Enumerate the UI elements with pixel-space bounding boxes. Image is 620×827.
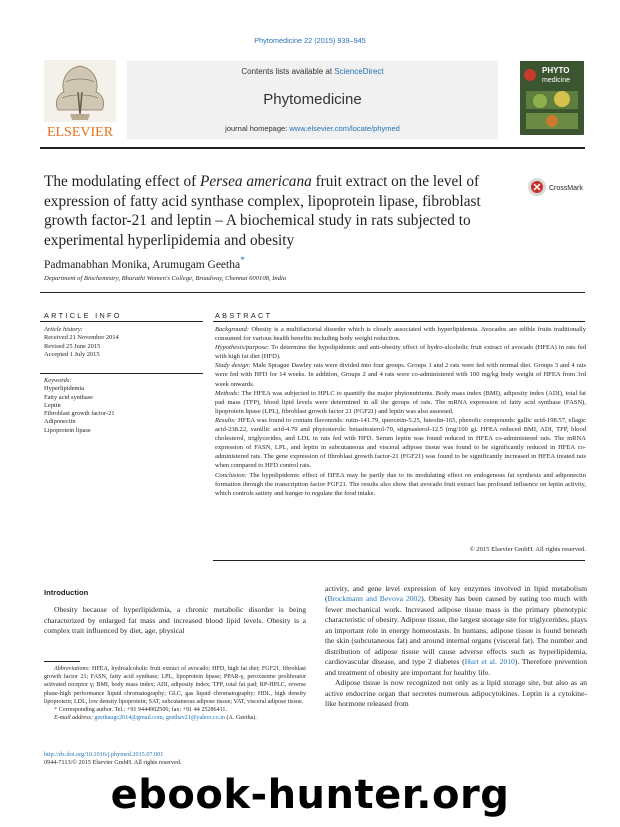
doi-link[interactable]: http://dx.doi.org/10.1016/j.phymed.2015.07.001 (44, 751, 164, 758)
keyword: Lipoprotein lipase (44, 426, 91, 434)
abstract-rule (213, 321, 585, 322)
cover-artwork (520, 61, 584, 135)
keyword: Hyperlipidemia (44, 385, 85, 393)
corresponding-text: Corresponding author. Tel.: +91 9444902506; fax: +91 44 25286411. (58, 707, 228, 714)
abstract-end-rule (213, 560, 585, 561)
history-received: Received 21 November 2014 (44, 334, 119, 342)
cover-title-2: medicine (542, 77, 571, 84)
abstract-text: The HFEA was subjected to HPLC to quantify the major phytonutrients. Body mass index (BMI), adiposity index (ADI), total fat pad mass (TFP), blood lipid levels were determined in all the groups of rats. The mRNA expression of fatty acid synthase (FASN), lipoprotein lipase (LPL), fibroblast growth factor 21 (FGF21) and leptin was also assessed. (215, 389, 586, 415)
abstract-text: Obesity is a multifactorial disorder which is closely associated with hyperlipidemia. Avocados are edible fruits traditionally consumed for various health benefits including body weight reduction. (215, 326, 586, 343)
abstract-label: Hypothesis/purpose: (215, 344, 270, 352)
homepage-prefix: journal homepage: (225, 124, 290, 133)
contents-line (127, 67, 498, 76)
homepage-link[interactable]: www.elsevier.com/locate/phymed (289, 124, 400, 133)
paragraph-text: ). Obesity has been caused by eating too much with fewer mechanical work. Increased adipose tissue mass is the primary phenotypic characteristic of obesity. Adipose tissue, the largest storage site for triglycerides, plays an important role in energy homeostasis. In humans, adipose tissue is found beneath the skin (subcutaneous fat) and around internal organs (visceral fat). The number and distribution of adipose tissue will cause adverse effects such as hyperlipidemia, cardiovascular disease, and type 2 diabetes ( (325, 594, 587, 667)
article-info-rule (40, 321, 203, 322)
homepage-line (127, 124, 498, 133)
keyword: Leptin (44, 401, 61, 409)
header-rule (40, 147, 585, 149)
history-accepted: Accepted 1 July 2015 (44, 350, 100, 358)
abstract-label: Results: (215, 416, 237, 424)
abstract-methods (215, 389, 586, 416)
elsevier-wordmark: ELSEVIER (46, 125, 114, 140)
introduction-paragraph: Adipose tissue is now recognized not only as a lipid storage site, but also as an active endocrine organ that secretes numerous adipocytokines. Leptin is a cytokine-like hormone released from (325, 678, 587, 708)
elsevier-logo (40, 58, 120, 140)
abstract-text: Male Sprague Dawley rats were divided into four groups. Groups 1 and 2 rats were fed with normal diet. Groups 3 and 4 rats were fed with HFD for 14 weeks. In addition, Groups 2 and 4 rats were co-administered with 100 mg/kg body weight of HFEA from 3rd week onwards. (215, 362, 586, 388)
abstract-body (215, 325, 586, 498)
keywords (44, 377, 204, 435)
abstract-label: Background: (215, 326, 249, 333)
doi-block (44, 751, 306, 768)
corresponding-mark[interactable]: * (54, 707, 58, 714)
keyword: Fatty acid synthase (44, 393, 93, 401)
abbreviations-text: HFEA, hydroalcoholic fruit extract of avocado; HFD, high fat diet; FGF21, fibroblast growth factor 21; FASN, fatty acid synthase; LPL, lipoprotein lipase; PPAR-γ, peroxisome proliferator activated receptor γ; BMI, body mass index; ADI, adiposity index; TFP, total fat pad; RP-HPLC, reverse phase-high performance liquid chromatography; GLC, gas liquid chromatography; HDL, high density lipoprotein; LDL, low density lipoprotein; SAT, subcutaneous adipose tissue; VAT, visceral adipose tissue. (44, 666, 306, 705)
abstract-conclusion (215, 471, 586, 498)
cover-title-1: PHYTO (542, 66, 570, 75)
issn-line: 0944-7113/© 2015 Elsevier GmbH. All rights reserved. (44, 759, 182, 767)
title-rule (40, 292, 585, 293)
authors (44, 255, 544, 271)
keyword: Adiponectin (44, 418, 76, 426)
abstract-heading: ABSTRACT (215, 311, 273, 320)
crossmark-label: CrossMark (549, 185, 583, 192)
keyword: Fibroblast growth factor-21 (44, 410, 115, 418)
title-species: Persea americana (200, 173, 312, 190)
abstract-design (215, 361, 586, 388)
abstract-copyright: © 2015 Elsevier GmbH. All rights reserved. (469, 546, 586, 553)
corresponding-footnote (44, 706, 306, 714)
paragraph-text: ). Therefore prevention and treatment of obesity are important for healthy life. (325, 657, 588, 677)
affiliation: Department of Biochemistry, Bharathi Women's College, Broadway, Chennai 600108, India (44, 275, 287, 282)
sciencedirect-link[interactable]: ScienceDirect (334, 67, 384, 76)
abstract-text: To determine the hypolipidemic and anti-obesity effect of hydro-alcoholic fruit extract of avocado (HFEA) in rats fed with high fat diet (HFD). (215, 344, 586, 361)
abstract-background (215, 325, 586, 343)
introduction-paragraph (325, 584, 587, 678)
abstract-label: Methods: (215, 389, 240, 397)
email-label: E-mail address: (54, 715, 93, 722)
email-suffix: (A. Geetha). (224, 715, 257, 722)
citation-link[interactable]: Brockmann and Bevova 2002 (327, 594, 422, 604)
footnote-rule (44, 661, 80, 662)
abstract-label: Study design: (215, 362, 251, 370)
history-revised: Revised 25 June 2015 (44, 342, 101, 350)
article-info-heading: ARTICLE INFO (44, 311, 122, 320)
abstract-hypothesis (215, 343, 586, 361)
journal-name: Phytomedicine (263, 91, 362, 108)
title-part-2: fruit extract on the level of expression of fatty acid synthase complex, lipoprotein lipase, fibroblast growth factor-21 and leptin – A biochemical study in rats subjected to experimental hyperlipidemia and obesity (44, 173, 481, 249)
abstract-results (215, 416, 586, 471)
keywords-label: Keywords: (44, 377, 72, 384)
keywords-rule (40, 373, 203, 374)
footnotes (44, 665, 306, 722)
abstract-text: The hypolipidemic effect of HFEA may be partly due to its modulating effect on endogenous fat synthesis and adiponectin formation through the transcription factor FGF21. The results also show that avocado fruit extract has profound influence on leptin activity, which controls satiety and hunger to regulate the food intake. (215, 471, 586, 497)
introduction-paragraph: Obesity because of hyperlipidemia, a chronic metabolic disorder is being characterized by enlarged fat mass and increased blood lipid levels. Obesity is a complex trait influenced by diet, age, physical (44, 605, 306, 635)
abstract-label: Conclusion: (215, 471, 248, 479)
journal-citation[interactable]: Phytomedicine 22 (2015) 939–945 (254, 36, 366, 45)
email-footnote (44, 714, 306, 722)
paper-title (44, 172, 494, 250)
email-links[interactable]: geethaugc2014@gmail.com, geethav21@yahoo.co.in (94, 715, 225, 722)
corresponding-mark[interactable]: * (240, 255, 245, 266)
paragraph-text: activity, and gene level expression of key enzymes involved in lipid metabolism ( (325, 584, 587, 604)
article-history (44, 326, 204, 359)
history-label: Article history: (44, 326, 83, 333)
abbreviations-footnote (44, 665, 306, 706)
abstract-text: HFEA was found to contain flavonoids: rutin-141.79, quercetin-5.25, luteolin-165, phenolic compounds: gallic acid-198.57, ellagic acid-238.22, vanillic acid-4.79 and phytosterols: betasitosterol-70, stigmasterol-12.5 (mg/100 g). HFEA reduced BMI, ADI, TFP, blood cholesterol, triglycerides, and LDL in rats fed with HFD. Serum leptin was found reduced in HFEA co-administered rats. The mRNA expression of FASN, LPL, and leptin in subcutaneous and visceral adipose tissue was found to be significantly reduced in HFEA co-administered rats. The gene expression of fibroblast growth factor-21 (FGF21) was found to be significantly increased in HFEA treated rats when compared to HFD control rats. (215, 416, 586, 470)
introduction-heading: Introduction (44, 588, 89, 597)
watermark: ebook-hunter.org (110, 772, 510, 818)
citation-link[interactable]: Hurt et al. 2010 (464, 657, 515, 667)
journal-cover[interactable] (520, 61, 584, 135)
title-part-1: The modulating effect of (44, 173, 201, 190)
abbreviations-label: Abbreviations: (54, 666, 90, 672)
author-names: Padmanabhan Monika, Arumugam Geetha (44, 258, 241, 271)
contents-prefix: Contents lists available at (241, 67, 335, 76)
crossmark-badge[interactable] (527, 176, 587, 198)
introduction-right-column (325, 584, 587, 709)
